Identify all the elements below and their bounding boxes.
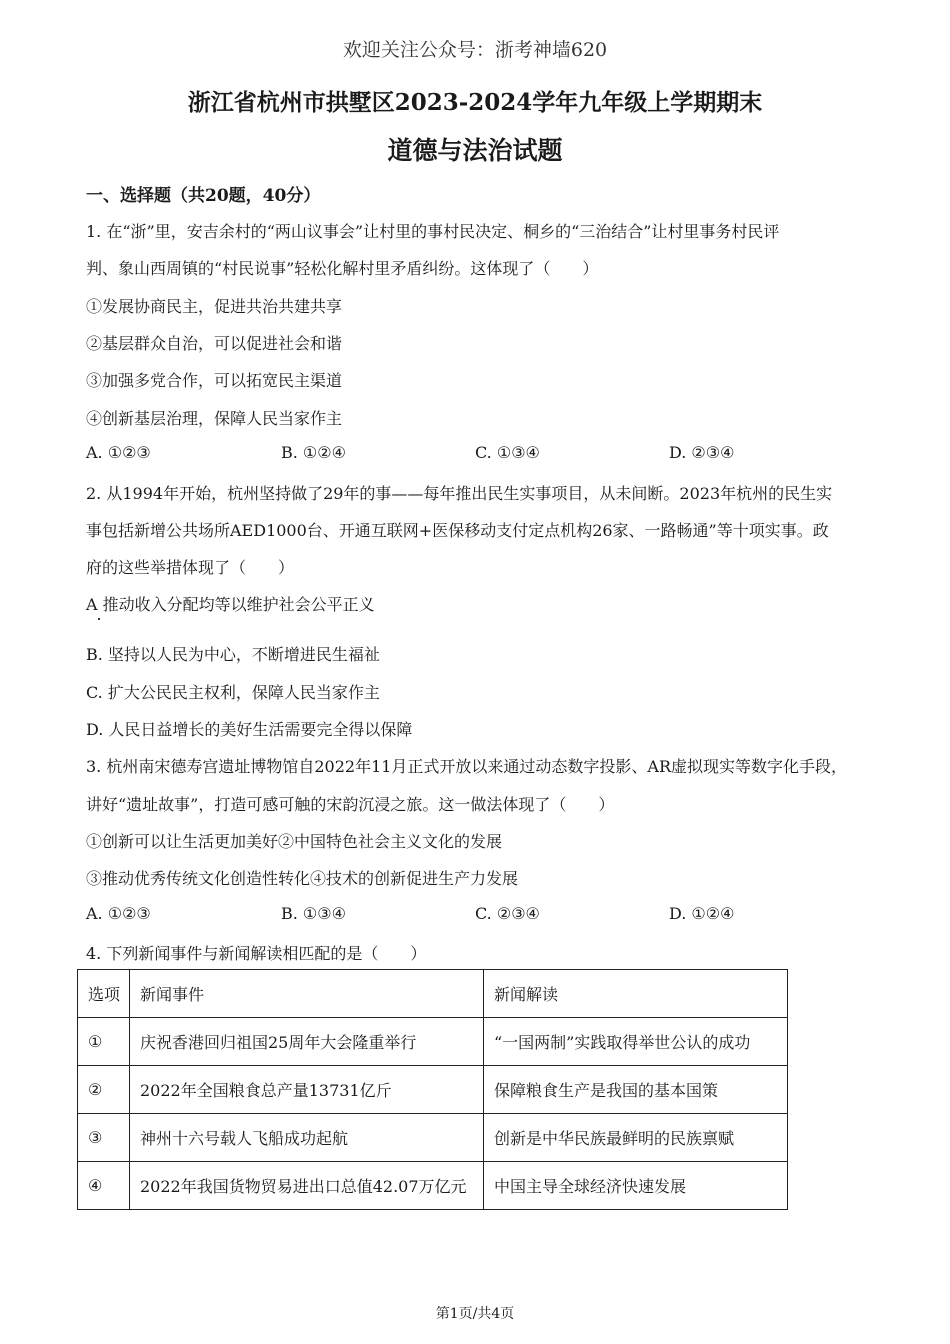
q1-stem-line1: 1. 在“浙”里，安吉余村的“两山议事会”让村里的事村民决定、桐乡的“三治结合”让村里事务村民评: [86, 222, 780, 241]
section-heading: 一、选择题（共20题，40分）: [86, 186, 321, 206]
q2-stem-line1: 2. 从1994年开始，杭州坚持做了29年的事——每年推出民生实事项目，从未间断。2023年杭州的民生实: [86, 484, 833, 503]
table-row: [78, 1114, 788, 1162]
q4-stem: 4. 下列新闻事件与新闻解读相匹配的是（ ）: [86, 944, 427, 963]
q3-stem-line2: 讲好“遗址故事”，打造可感可触的宋韵沉浸之旅。这一做法体现了（ ）: [86, 795, 615, 814]
q1-statement-3: ③加强多党合作，可以拓宽民主渠道: [86, 371, 343, 390]
table-row: [78, 1018, 788, 1066]
table-cell: 2022年全国粮食总产量13731亿斤: [130, 1066, 484, 1114]
table-cell: 中国主导全球经济快速发展: [484, 1162, 788, 1210]
q2-stem-line3: 府的这些举措体现了（ ）: [86, 558, 295, 577]
exam-title: 浙江省杭州市拱墅区2023-2024学年九年级上学期期末: [187, 89, 763, 116]
exam-subject-title: 道德与法治试题: [387, 136, 563, 165]
table-header-row: [78, 970, 788, 1018]
table-cell: ①: [78, 1018, 130, 1066]
table-header-cell: 新闻事件: [130, 970, 484, 1018]
q1-stem-line2: 判、象山西周镇的“村民说事”轻松化解村里矛盾纠纷。这体现了（ ）: [86, 259, 599, 278]
table-row: [78, 1162, 788, 1210]
q1-statement-4: ④创新基层治理，保障人民当家作主: [86, 409, 343, 428]
table-header-cell: 新闻解读: [484, 970, 788, 1018]
q3-statements-3-4: ③推动优秀传统文化创造性转化④技术的创新促进生产力发展: [86, 869, 519, 888]
table-row: [78, 1066, 788, 1114]
q1-statement-2: ②基层群众自治，可以促进社会和谐: [86, 334, 343, 353]
q1-statement-1: ①发展协商民主，促进共治共建共享: [86, 297, 343, 316]
table-cell: ③: [78, 1114, 130, 1162]
q3-option-b: B. ①③④: [281, 904, 346, 923]
stray-dot: [98, 618, 100, 620]
table-cell: 保障粮食生产是我国的基本国策: [484, 1066, 788, 1114]
q2-option-d: D. 人民日益增长的美好生活需要完全得以保障: [86, 720, 413, 739]
q3-statements-1-2: ①创新可以让生活更加美好②中国特色社会主义文化的发展: [86, 832, 503, 851]
q2-option-b: B. 坚持以人民为中心，不断增进民生福祉: [86, 645, 380, 664]
q1-option-a: A. ①②③: [86, 443, 151, 462]
watermark-header: 欢迎关注公众号：浙考神墙620: [342, 39, 608, 61]
table-cell: 2022年我国货物贸易进出口总值42.07万亿元: [130, 1162, 484, 1210]
q3-option-c: C. ②③④: [475, 904, 540, 923]
q2-stem-line2: 事包括新增公共场所AED1000台、开通互联网+医保移动支付定点机构26家、一路畅通”等十项实事。政: [86, 521, 829, 540]
q3-stem-line1: 3. 杭州南宋德寿宫遗址博物馆自2022年11月正式开放以来通过动态数字投影、AR虚拟现实等数字化手段，: [86, 757, 848, 776]
table-header-cell: 选项: [78, 970, 130, 1018]
q2-option-a: A 推动收入分配均等以维护社会公平正义: [86, 595, 375, 614]
table-cell: ②: [78, 1066, 130, 1114]
table-cell: ④: [78, 1162, 130, 1210]
page-number: 第1页/共4页: [435, 1306, 515, 1322]
q2-option-c: C. 扩大公民民主权利，保障人民当家作主: [86, 683, 380, 702]
q1-option-b: B. ①②④: [281, 443, 346, 462]
q4-table: [77, 969, 788, 1210]
q3-option-d: D. ①②④: [669, 904, 735, 923]
q1-option-c: C. ①③④: [475, 443, 540, 462]
table-cell: 创新是中华民族最鲜明的民族禀赋: [484, 1114, 788, 1162]
table-cell: 神州十六号载人飞船成功起航: [130, 1114, 484, 1162]
q3-option-a: A. ①②③: [86, 904, 151, 923]
table-cell: “一国两制”实践取得举世公认的成功: [484, 1018, 788, 1066]
q1-option-d: D. ②③④: [669, 443, 735, 462]
table-cell: 庆祝香港回归祖国25周年大会隆重举行: [130, 1018, 484, 1066]
